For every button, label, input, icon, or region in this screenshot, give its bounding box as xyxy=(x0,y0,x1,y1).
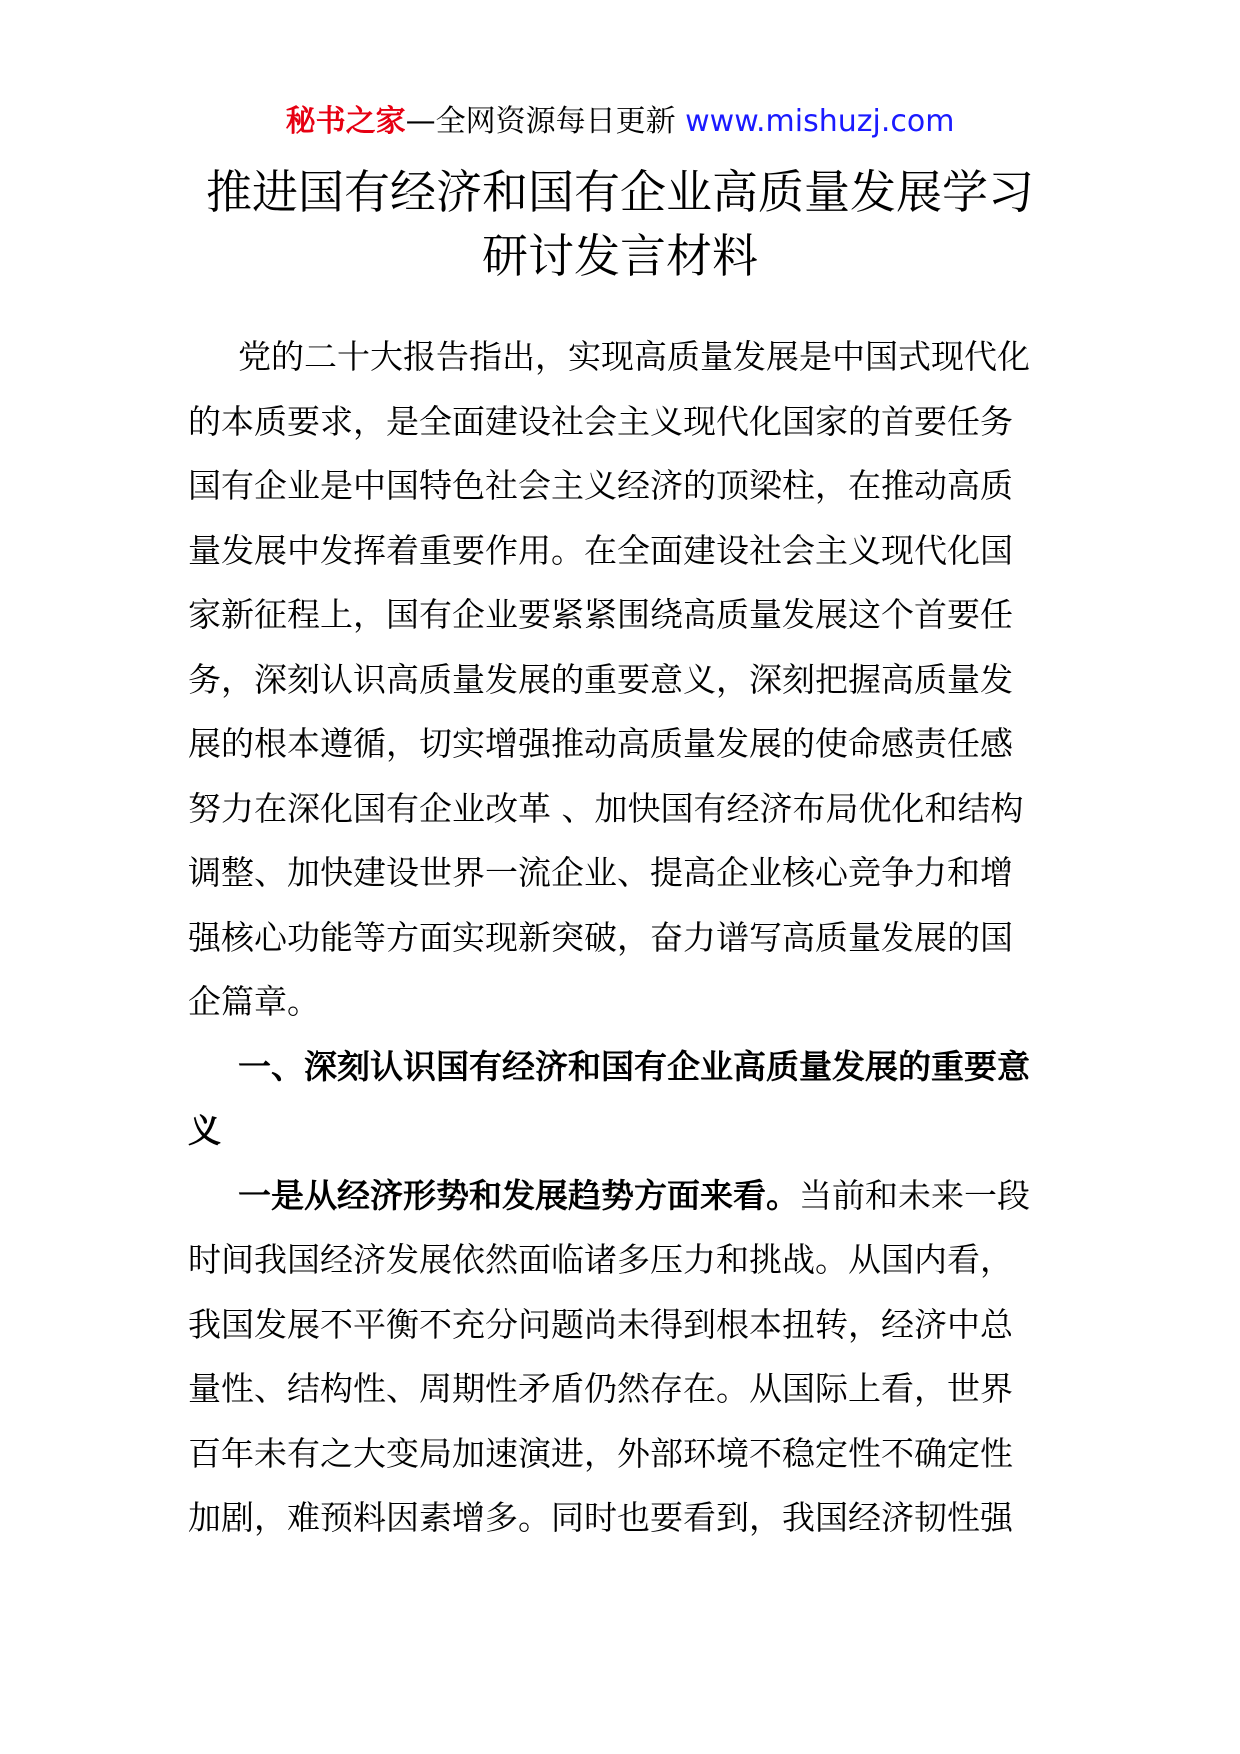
text-line: 务，深刻认识高质量发展的重要意义，深刻把握高质量发 xyxy=(188,659,1013,699)
site-tagline: —全网资源每日更新 xyxy=(405,104,686,139)
text-line: 家新征程上，国有企业要紧紧围绕高质量发展这个首要任 xyxy=(188,595,1013,634)
intro-paragraph xyxy=(188,325,1056,1035)
text-line: 努力在深化国有企业改革 、加快国有经济布局优化和结构 xyxy=(188,788,1024,828)
title-line-1: 推进国有经济和国有企业高质量发展学习 xyxy=(206,165,1034,219)
text-line: 量发展中发挥着重要作用。在全面建设社会主义现代化国 xyxy=(188,530,1013,570)
point-paragraph xyxy=(188,1164,1056,1551)
text-line: 量性、结构性、周期性矛盾仍然存在。从国际上看，世界 xyxy=(188,1369,1013,1408)
text-line xyxy=(188,1164,1056,1229)
text-line: 我国发展不平衡不充分问题尚未得到根本扭转，经济中总 xyxy=(188,1304,1013,1344)
text-line: 调整、加快建设世界一流企业、提高企业核心竞争力和增 xyxy=(188,853,1013,892)
point-lead: 一是从经济形势和发展趋势方面来看。 xyxy=(238,1175,799,1215)
text-line: 加剧，难预料因素增多。同时也要看到，我国经济韧性强 xyxy=(188,1498,1013,1537)
text-line: 党的二十大报告指出，实现高质量发展是中国式现代化 xyxy=(238,337,1030,376)
text-line: 百年未有之大变局加速演进，外部环境不稳定性不确定性 xyxy=(188,1433,1013,1473)
text-line: 强核心功能等方面实现新突破，奋力谱写高质量发展的国 xyxy=(188,917,1013,957)
document-title xyxy=(150,160,1090,288)
site-url-link[interactable]: www.mishuzj.com xyxy=(685,104,955,139)
section-heading-line-2: 义 xyxy=(188,1111,221,1150)
site-header xyxy=(0,100,1240,144)
text-line: 国有企业是中国特色社会主义经济的顶梁柱，在推动高质 xyxy=(188,466,1013,505)
section-heading xyxy=(188,1035,1056,1164)
text-line: 展的根本遵循，切实增强推动高质量发展的使命感责任感 xyxy=(188,724,1013,763)
text-line: 的本质要求，是全面建设社会主义现代化国家的首要任务 xyxy=(188,401,1013,441)
title-line-2: 研讨发言材料 xyxy=(482,229,758,283)
text-line: 企篇章。 xyxy=(188,982,320,1021)
point-lead-rest: 当前和未来一段 xyxy=(799,1175,1030,1215)
section-heading-line-1: 一、深刻认识国有经济和国有企业高质量发展的重要意 xyxy=(238,1046,1030,1086)
text-line: 时间我国经济发展依然面临诸多压力和挑战。从国内看， xyxy=(188,1240,1013,1279)
document-body xyxy=(188,325,1056,1551)
site-brand: 秘书之家 xyxy=(285,104,406,139)
